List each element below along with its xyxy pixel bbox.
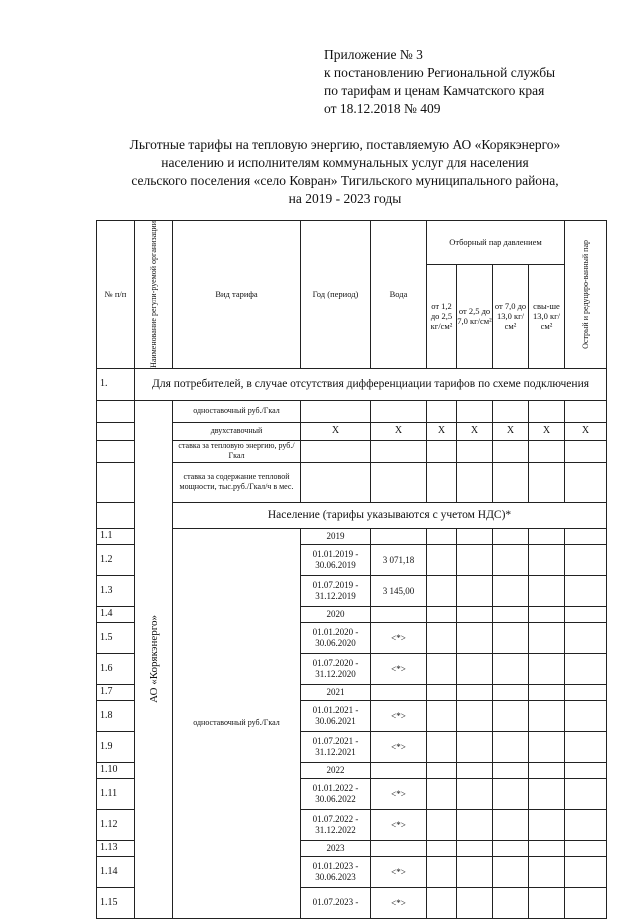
empty-value-cell: [427, 809, 457, 840]
tariff-kind: ставка за содержание тепловой мощности, тыс.руб./Гкал/ч в мес.: [173, 462, 301, 502]
empty-value-cell: [427, 544, 457, 575]
empty-value-cell: [427, 622, 457, 653]
title-line: населению и исполнителям коммунальных услуг для населения: [161, 155, 529, 170]
empty-num-cell: [97, 422, 135, 440]
water-value: <*>: [371, 778, 427, 809]
tariff-mark: X: [457, 422, 493, 440]
org-name: АО «Корякэнерго»: [147, 615, 160, 704]
tariff-mark: [427, 462, 457, 502]
empty-value-cell: [565, 809, 607, 840]
period-cell: 2020: [301, 606, 371, 622]
row-number: 1.10: [97, 762, 135, 778]
tariff-mark: X: [371, 422, 427, 440]
empty-value-cell: [493, 856, 529, 887]
empty-value-cell: [565, 528, 607, 544]
row-number: 1.13: [97, 840, 135, 856]
empty-value-cell: [457, 653, 493, 684]
tariff-mark: [565, 440, 607, 462]
empty-value-cell: [529, 606, 565, 622]
row-number: 1.12: [97, 809, 135, 840]
empty-value-cell: [457, 575, 493, 606]
water-value: [371, 762, 427, 778]
period-row: [97, 528, 607, 544]
row-number: 1.8: [97, 700, 135, 731]
empty-value-cell: [427, 887, 457, 918]
period-cell: 2023: [301, 840, 371, 856]
water-value: 3 145,00: [371, 575, 427, 606]
tariff-mark: [565, 462, 607, 502]
water-value: <*>: [371, 653, 427, 684]
empty-value-cell: [529, 700, 565, 731]
empty-value-cell: [493, 528, 529, 544]
header-org-cell: [135, 221, 173, 369]
tariff-mark: [371, 462, 427, 502]
tariff-mark: [493, 440, 529, 462]
empty-num-cell: [97, 400, 135, 422]
appendix-line: к постановлению Региональной службы: [324, 65, 556, 80]
empty-num-cell: [97, 462, 135, 502]
section1-tariff-row: [97, 422, 607, 440]
document-title: [60, 136, 630, 208]
appendix-line: по тарифам и ценам Камчатского края: [324, 83, 545, 98]
tariff-mark: [301, 462, 371, 502]
empty-value-cell: [565, 575, 607, 606]
section1-tariff-row: [97, 440, 607, 462]
tariff-kind: ставка за тепловую энергию, руб./Гкал: [173, 440, 301, 462]
appendix-line: от 18.12.2018 № 409: [324, 101, 441, 116]
header-org: Наименование регули-руемой организации: [148, 221, 158, 368]
row-number: 1.2: [97, 544, 135, 575]
header-kind: Вид тарифа: [173, 221, 301, 369]
header-year: Год (период): [301, 221, 371, 369]
empty-value-cell: [493, 653, 529, 684]
period-cell: 01.01.2020 - 30.06.2020: [301, 622, 371, 653]
header-row: [97, 221, 607, 265]
header-water: Вода: [371, 221, 427, 369]
empty-num-cell: [97, 502, 135, 528]
tariff-mark: [301, 440, 371, 462]
empty-value-cell: [529, 684, 565, 700]
empty-value-cell: [529, 887, 565, 918]
empty-value-cell: [493, 809, 529, 840]
empty-value-cell: [427, 528, 457, 544]
empty-value-cell: [565, 778, 607, 809]
tariff-mark: X: [301, 422, 371, 440]
empty-value-cell: [565, 731, 607, 762]
empty-value-cell: [457, 528, 493, 544]
water-value: [371, 840, 427, 856]
tariff-mark: [457, 400, 493, 422]
header-pressure-3: от 7,0 до 13,0 кг/см²: [493, 264, 529, 368]
empty-value-cell: [427, 762, 457, 778]
tariff-mark: [529, 462, 565, 502]
water-value: <*>: [371, 856, 427, 887]
period-cell: 01.07.2020 - 31.12.2020: [301, 653, 371, 684]
row-number: 1.1: [97, 528, 135, 544]
tariff-mark: [493, 462, 529, 502]
empty-value-cell: [493, 762, 529, 778]
header-steam: Отборный пар давлением: [427, 221, 565, 265]
empty-value-cell: [457, 700, 493, 731]
water-value: <*>: [371, 731, 427, 762]
empty-value-cell: [493, 840, 529, 856]
empty-value-cell: [493, 731, 529, 762]
empty-value-cell: [493, 544, 529, 575]
appendix-header: [324, 46, 555, 118]
water-value: <*>: [371, 809, 427, 840]
empty-value-cell: [565, 840, 607, 856]
org-name-cell: [135, 400, 173, 918]
tariff-mark: [371, 440, 427, 462]
empty-value-cell: [529, 528, 565, 544]
empty-value-cell: [427, 840, 457, 856]
period-cell: 01.07.2022 - 31.12.2022: [301, 809, 371, 840]
row-number: 1.6: [97, 653, 135, 684]
empty-value-cell: [457, 684, 493, 700]
water-value: <*>: [371, 700, 427, 731]
period-cell: 01.01.2021 - 30.06.2021: [301, 700, 371, 731]
empty-value-cell: [427, 575, 457, 606]
empty-value-cell: [529, 840, 565, 856]
empty-value-cell: [427, 684, 457, 700]
empty-value-cell: [427, 606, 457, 622]
water-value: <*>: [371, 622, 427, 653]
empty-value-cell: [493, 684, 529, 700]
title-line: на 2019 - 2023 годы: [288, 191, 402, 206]
water-value: [371, 528, 427, 544]
row-number: 1.5: [97, 622, 135, 653]
empty-value-cell: [529, 778, 565, 809]
tariff-mark: [427, 440, 457, 462]
tariff-mark: [493, 400, 529, 422]
empty-value-cell: [565, 887, 607, 918]
tariff-kind: одноставочный руб./Гкал: [173, 400, 301, 422]
row-number: 1.7: [97, 684, 135, 700]
period-cell: 01.07.2021 - 31.12.2021: [301, 731, 371, 762]
period-cell: 01.07.2019 - 31.12.2019: [301, 575, 371, 606]
tariff-mark: [457, 440, 493, 462]
row-number: 1.3: [97, 575, 135, 606]
section1-tariff-row: [97, 462, 607, 502]
empty-value-cell: [529, 575, 565, 606]
title-line: Льготные тарифы на тепловую энергию, поставляемую АО «Корякэнерго»: [129, 137, 561, 152]
empty-value-cell: [565, 606, 607, 622]
empty-value-cell: [565, 856, 607, 887]
tariff-mark: [529, 440, 565, 462]
tariff-mark: [565, 400, 607, 422]
empty-value-cell: [529, 544, 565, 575]
tariff-mark: X: [529, 422, 565, 440]
row-number: 1.4: [97, 606, 135, 622]
empty-value-cell: [493, 622, 529, 653]
row-number: 1.11: [97, 778, 135, 809]
empty-value-cell: [493, 575, 529, 606]
section1-row: [97, 368, 607, 400]
tariff-mark: [371, 400, 427, 422]
empty-value-cell: [529, 622, 565, 653]
empty-value-cell: [457, 887, 493, 918]
empty-value-cell: [457, 856, 493, 887]
header-pressure-1: от 1,2 до 2,5 кг/см²: [427, 264, 457, 368]
empty-value-cell: [565, 622, 607, 653]
empty-value-cell: [493, 700, 529, 731]
title-line: сельского поселения «село Ковран» Тигильского муниципального района,: [131, 173, 559, 188]
empty-value-cell: [529, 653, 565, 684]
header-pressure-4: свы-ше 13,0 кг/см²: [529, 264, 565, 368]
empty-value-cell: [457, 731, 493, 762]
water-value: [371, 684, 427, 700]
row-number: 1.9: [97, 731, 135, 762]
tariff-mark: X: [427, 422, 457, 440]
empty-value-cell: [427, 856, 457, 887]
section1-title: Для потребителей, в случае отсутствия дифференциации тарифов по схеме подключения: [135, 368, 607, 400]
period-cell: 2019: [301, 528, 371, 544]
empty-value-cell: [565, 684, 607, 700]
header-sharp-cell: [565, 221, 607, 369]
empty-value-cell: [529, 856, 565, 887]
tariff-kind: двухставочный: [173, 422, 301, 440]
tariff-mark: X: [565, 422, 607, 440]
empty-value-cell: [565, 544, 607, 575]
section1-tariff-row: [97, 400, 607, 422]
empty-value-cell: [457, 762, 493, 778]
empty-value-cell: [427, 653, 457, 684]
tariff-table: [96, 220, 607, 919]
empty-value-cell: [427, 700, 457, 731]
empty-value-cell: [427, 731, 457, 762]
tariff-mark: [301, 400, 371, 422]
water-value: <*>: [371, 887, 427, 918]
empty-value-cell: [565, 700, 607, 731]
appendix-line: Приложение № 3: [324, 47, 423, 62]
empty-value-cell: [427, 778, 457, 809]
header-sharp: Острый и редуциро-ванный пар: [580, 240, 590, 349]
water-value: [371, 606, 427, 622]
empty-value-cell: [457, 622, 493, 653]
period-cell: 01.01.2022 - 30.06.2022: [301, 778, 371, 809]
tariff-mark: [457, 462, 493, 502]
header-pressure-2: от 2,5 до 7,0 кг/см²: [457, 264, 493, 368]
empty-value-cell: [493, 778, 529, 809]
empty-value-cell: [529, 762, 565, 778]
water-value: 3 071,18: [371, 544, 427, 575]
tariff-mark: [427, 400, 457, 422]
section2-row: [97, 502, 607, 528]
section1-num: 1.: [97, 368, 135, 400]
period-cell: 2022: [301, 762, 371, 778]
empty-value-cell: [529, 809, 565, 840]
tariff-mark: [529, 400, 565, 422]
period-cell: 01.01.2019 - 30.06.2019: [301, 544, 371, 575]
section2-title: Население (тарифы указываются с учетом НДС)*: [173, 502, 607, 528]
empty-value-cell: [457, 778, 493, 809]
period-cell: 2021: [301, 684, 371, 700]
period-cell: 01.01.2023 - 30.06.2023: [301, 856, 371, 887]
empty-value-cell: [565, 762, 607, 778]
empty-value-cell: [457, 809, 493, 840]
row-number: 1.14: [97, 856, 135, 887]
empty-value-cell: [457, 606, 493, 622]
empty-value-cell: [529, 731, 565, 762]
row-number: 1.15: [97, 887, 135, 918]
tariff-kind: одноставочный руб./Гкал: [173, 528, 301, 918]
empty-value-cell: [565, 653, 607, 684]
period-cell: 01.07.2023 -: [301, 887, 371, 918]
empty-value-cell: [457, 840, 493, 856]
empty-value-cell: [493, 887, 529, 918]
tariff-mark: X: [493, 422, 529, 440]
empty-value-cell: [493, 606, 529, 622]
empty-num-cell: [97, 440, 135, 462]
header-num: № п/п: [97, 221, 135, 369]
empty-value-cell: [457, 544, 493, 575]
